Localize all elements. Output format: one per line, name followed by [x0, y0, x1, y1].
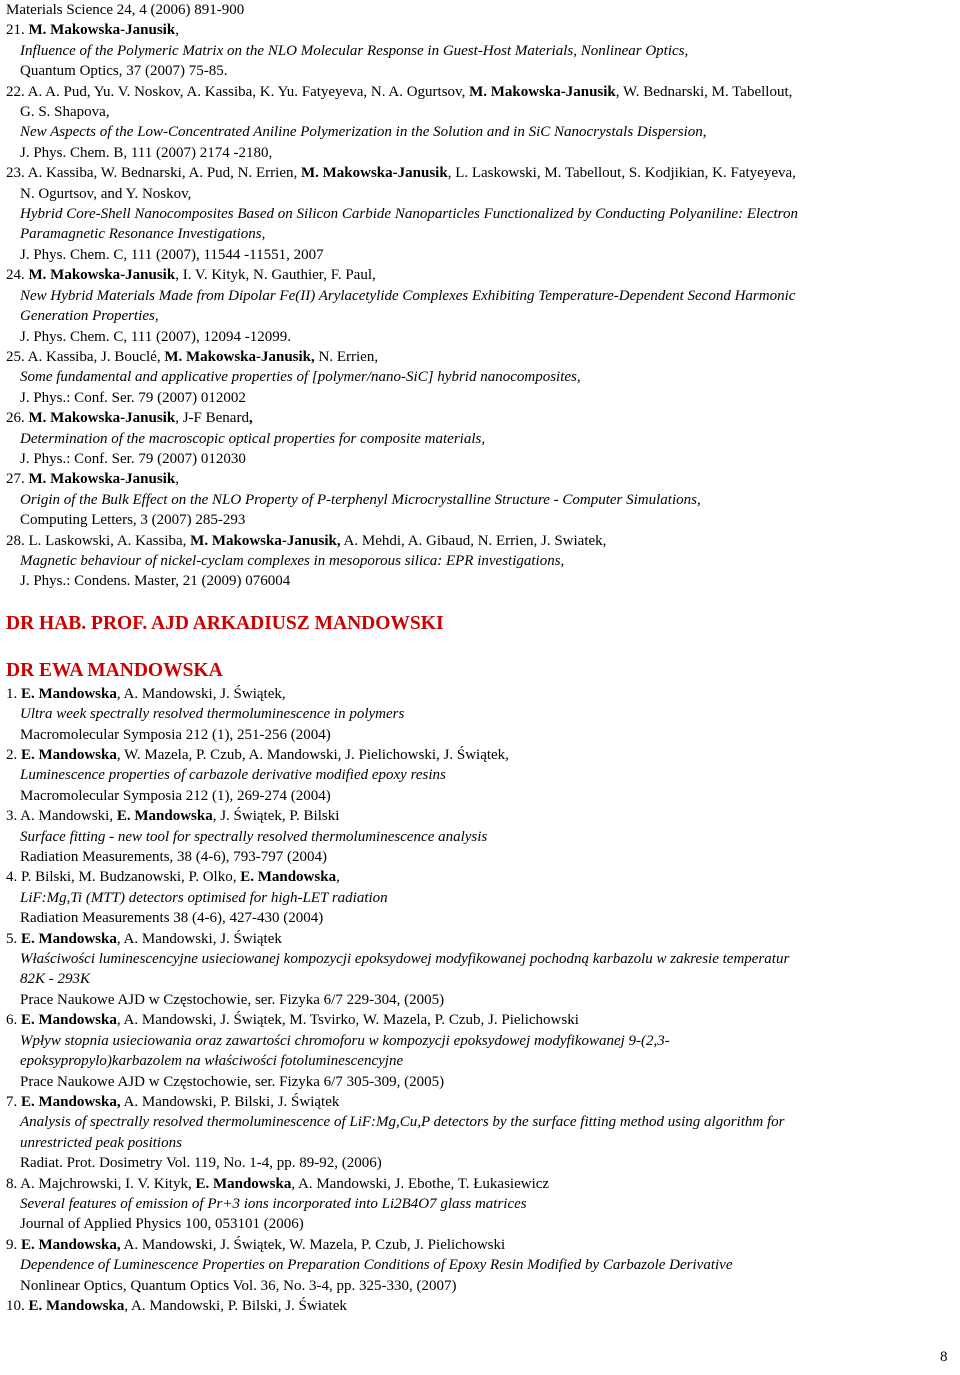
- reference-line: [6, 1296, 960, 1316]
- reference-text: 8. A. Majchrowski, I. V. Kityk,: [6, 1175, 196, 1192]
- article-title: Several features of emission of Pr+3 ions incorporated into Li2B4O7 glass matrices: [20, 1195, 527, 1212]
- article-title: Właściwości luminescencyjne usieciowanej kompozycji epoksydowej modyfikowanej pochodną karbazolu w zakresie temperatur: [20, 951, 790, 968]
- reference-line: [6, 1174, 960, 1194]
- author-highlight: E. Mandowska: [21, 685, 117, 702]
- reference-line: [6, 102, 960, 122]
- author-highlight: E. Mandowska: [28, 1297, 125, 1314]
- reference-line: [6, 245, 960, 265]
- reference-line: [6, 969, 960, 989]
- article-title: epoksypropylo)karbazolem na właściwości fotoluminescencyjne: [20, 1053, 404, 1070]
- reference-text: 27.: [6, 471, 29, 488]
- article-title: LiF:Mg,Ti (MTT) detectors optimised for high-LET radiation: [20, 889, 388, 906]
- reference-text: Radiation Measurements, 38 (4-6), 793-797 (2004): [20, 849, 328, 866]
- reference-text: Materials Science 24, 4 (2006) 891-900: [6, 2, 245, 18]
- author-highlight: E. Mandowska,: [21, 1236, 121, 1253]
- reference-line: [6, 163, 960, 183]
- reference-text: N. Ogurtsov, and Y. Noskov,: [20, 185, 192, 202]
- reference-text: , I. V. Kityk, N. Gauthier, F. Paul,: [175, 267, 376, 284]
- reference-line: [6, 888, 960, 908]
- reference-line: [6, 510, 960, 530]
- reference-line: [6, 765, 960, 785]
- reference-line: [6, 1276, 960, 1296]
- reference-entry: [6, 0, 960, 20]
- article-title: New Aspects of the Low-Concentrated Aniline Polymerization in the Solution and in SiC Nanocrystals Dispersion,: [20, 124, 707, 141]
- reference-line: [6, 1255, 960, 1275]
- reference-text: , J-F Benard: [175, 410, 249, 427]
- reference-text: A. Mandowski, J. Świątek, W. Mazela, P. Czub, J. Pielichowski: [120, 1236, 506, 1253]
- reference-entry: [6, 867, 960, 928]
- reference-text: Radiation Measurements 38 (4-6), 427-430 (2004): [20, 910, 324, 927]
- author-highlight: M. Makowska-Janusik: [28, 22, 176, 39]
- reference-text: 23. A. Kassiba, W. Bednarski, A. Pud, N. Errien,: [6, 165, 301, 182]
- reference-text: 1.: [6, 685, 21, 702]
- reference-line: [6, 1153, 960, 1173]
- reference-line: [6, 0, 960, 20]
- reference-line: [6, 551, 960, 571]
- article-title: Wpływ stopnia usieciowania oraz zawartości chromoforu w kompozycji epoksydowej modyfikowanej 9-(2,3-: [20, 1032, 670, 1049]
- article-title: Paramagnetic Resonance Investigations,: [20, 226, 266, 243]
- reference-line: [6, 408, 960, 428]
- reference-text: Prace Naukowe AJD w Częstochowie, ser. Fizyka 6/7 305-309, (2005): [20, 1073, 445, 1090]
- reference-list-makowska: [0, 0, 960, 592]
- reference-line: [6, 990, 960, 1010]
- reference-text: Quantum Optics, 37 (2007) 75-85.: [20, 63, 228, 80]
- reference-entry: [6, 1174, 960, 1235]
- reference-text: , W. Mazela, P. Czub, A. Mandowski, J. Pielichowski, J. Świątek,: [116, 747, 509, 763]
- author-highlight: ,: [248, 410, 253, 427]
- reference-line: [6, 143, 960, 163]
- reference-line: [6, 122, 960, 142]
- section-heading-mandowski: DR HAB. PROF. AJD ARKADIUSZ MANDOWSKI: [6, 612, 444, 634]
- reference-text: J. Phys. Chem. C, 111 (2007), 12094 -12099.: [20, 328, 291, 345]
- author-highlight: M. Makowska-Janusik: [28, 471, 176, 488]
- reference-line: [6, 1214, 960, 1234]
- reference-text: , W. Bednarski, M. Tabellout,: [615, 83, 793, 100]
- reference-text: G. S. Shapova,: [20, 104, 110, 121]
- reference-line: [6, 449, 960, 469]
- author-highlight: M. Makowska-Janusik: [28, 410, 176, 427]
- reference-text: Journal of Applied Physics 100, 053101 (2006): [20, 1216, 304, 1233]
- reference-entry: [6, 1296, 960, 1316]
- reference-line: [6, 571, 960, 591]
- reference-text: 25. A. Kassiba, J. Bouclé,: [6, 348, 165, 365]
- article-title: Analysis of spectrally resolved thermoluminescence of LiF:Mg,Cu,P detectors by the surface fitting method using algorithm for: [20, 1114, 785, 1131]
- author-highlight: E. Mandowska: [116, 808, 213, 825]
- reference-line: [6, 1051, 960, 1071]
- reference-text: , A. Mandowski, P. Bilski, J. Światek: [124, 1297, 347, 1314]
- reference-entry: [6, 20, 960, 81]
- reference-line: [6, 827, 960, 847]
- reference-text: ,: [175, 22, 179, 39]
- article-title: Origin of the Bulk Effect on the NLO Property of P-terphenyl Microcrystalline Structure - Computer Simulations,: [20, 491, 701, 508]
- reference-line: [6, 61, 960, 81]
- author-highlight: E. Mandowska: [21, 747, 117, 763]
- reference-line: [6, 929, 960, 949]
- article-title: unrestricted peak positions: [20, 1134, 182, 1151]
- reference-text: 10.: [6, 1297, 29, 1314]
- reference-entry: [6, 531, 960, 592]
- article-title: Hybrid Core-Shell Nanocomposites Based on Silicon Carbide Nanoparticles Functionalized by Conducting Polyaniline: Electron: [20, 206, 798, 223]
- reference-line: [6, 745, 960, 765]
- reference-text: J. Phys. Chem. C, 111 (2007), 11544 -11551, 2007: [20, 246, 324, 263]
- reference-line: [6, 82, 960, 102]
- reference-entry: [6, 806, 960, 867]
- reference-entry: [6, 684, 960, 745]
- article-title: 82K - 293K: [20, 971, 91, 988]
- reference-text: A. Mehdi, A. Gibaud, N. Errien, J. Swiatek,: [340, 532, 607, 549]
- author-highlight: M. Makowska-Janusik: [469, 83, 616, 100]
- reference-line: [6, 286, 960, 306]
- reference-entry: [6, 1235, 960, 1296]
- reference-text: J. Phys.: Conf. Ser. 79 (2007) 012002: [20, 389, 246, 406]
- reference-text: Radiat. Prot. Dosimetry Vol. 119, No. 1-4, pp. 89-92, (2006): [20, 1155, 382, 1172]
- reference-text: J. Phys.: Condens. Master, 21 (2009) 076004: [20, 573, 291, 590]
- reference-line: [6, 725, 960, 745]
- reference-line: [6, 490, 960, 510]
- article-title: Magnetic behaviour of nickel-cyclam complexes in mesoporous silica: EPR investigations,: [20, 552, 565, 569]
- reference-entry: [6, 82, 960, 164]
- reference-line: [6, 429, 960, 449]
- reference-line: [6, 786, 960, 806]
- reference-entry: [6, 745, 960, 806]
- reference-entry: [6, 929, 960, 1011]
- author-highlight: E. Mandowska: [240, 869, 337, 886]
- reference-text: Macromolecular Symposia 212 (1), 251-256 (2004): [20, 726, 331, 743]
- author-highlight: M. Makowska-Janusik: [300, 165, 448, 182]
- reference-line: [6, 265, 960, 285]
- article-title: Influence of the Polymeric Matrix on the NLO Molecular Response in Guest-Host Materials, Nonlinear Optics,: [20, 42, 689, 59]
- reference-text: Computing Letters, 3 (2007) 285-293: [20, 512, 246, 529]
- reference-line: [6, 1072, 960, 1092]
- reference-text: Nonlinear Optics, Quantum Optics Vol. 36, No. 3-4, pp. 325-330, (2007): [20, 1277, 457, 1294]
- author-highlight: M. Makowska-Janusik,: [190, 532, 341, 549]
- reference-entry: [6, 469, 960, 530]
- reference-line: [6, 1031, 960, 1051]
- reference-list-mandowska: [0, 684, 960, 1317]
- reference-line: [6, 1194, 960, 1214]
- reference-text: 3. A. Mandowski,: [6, 808, 117, 825]
- author-highlight: M. Makowska-Janusik,: [164, 348, 319, 365]
- reference-text: Prace Naukowe AJD w Częstochowie, ser. Fizyka 6/7 229-304, (2005): [20, 991, 445, 1008]
- reference-text: 9.: [6, 1236, 21, 1253]
- reference-entry: [6, 265, 960, 347]
- reference-text: Macromolecular Symposia 212 (1), 269-274 (2004): [20, 787, 331, 804]
- reference-entry: [6, 1010, 960, 1092]
- reference-text: 7.: [6, 1093, 21, 1110]
- reference-line: [6, 806, 960, 826]
- reference-text: ,: [336, 869, 340, 886]
- author-highlight: E. Mandowska,: [21, 1093, 121, 1110]
- reference-line: [6, 41, 960, 61]
- reference-text: N. Errien,: [318, 348, 379, 365]
- reference-entry: [6, 347, 960, 408]
- reference-text: , A. Mandowski, J. Świątek: [116, 930, 282, 947]
- reference-entry: [6, 408, 960, 469]
- reference-line: [6, 847, 960, 867]
- reference-text: 4. P. Bilski, M. Budzanowski, P. Olko,: [6, 869, 241, 886]
- reference-line: [6, 908, 960, 928]
- reference-line: [6, 367, 960, 387]
- section-heading-mandowska: DR EWA MANDOWSKA: [6, 659, 223, 681]
- reference-line: [6, 184, 960, 204]
- article-title: New Hybrid Materials Made from Dipolar Fe(II) Arylacetylide Complexes Exhibiting Temperature-Dependent Second Harmonic: [20, 287, 796, 304]
- article-title: Dependence of Luminescence Properties on Preparation Conditions of Epoxy Resin Modified by Carbazole Derivative: [20, 1257, 733, 1274]
- reference-line: [6, 347, 960, 367]
- author-highlight: E. Mandowska: [21, 1012, 117, 1029]
- article-title: Determination of the macroscopic optical properties for composite materials,: [20, 430, 486, 447]
- reference-text: 26.: [6, 410, 29, 427]
- reference-line: [6, 469, 960, 489]
- reference-text: 5.: [6, 930, 21, 947]
- reference-line: [6, 1010, 960, 1030]
- reference-text: , J. Świątek, P. Bilski: [212, 808, 340, 825]
- reference-line: [6, 204, 960, 224]
- author-highlight: M. Makowska-Janusik: [28, 267, 176, 284]
- reference-line: [6, 388, 960, 408]
- article-title: Surface fitting - new tool for spectrally resolved thermoluminescence analysis: [20, 828, 488, 845]
- reference-entry: [6, 1092, 960, 1174]
- reference-text: 22. A. A. Pud, Yu. V. Noskov, A. Kassiba, K. Yu. Fatyeyeva, N. A. Ogurtsov,: [6, 83, 470, 100]
- article-title: Generation Properties,: [20, 308, 159, 325]
- reference-line: [6, 684, 960, 704]
- reference-line: [6, 949, 960, 969]
- article-title: Ultra week spectrally resolved thermoluminescence in polymers: [20, 706, 405, 723]
- reference-text: , A. Mandowski, J. Ebothe, T. Łukasiewicz: [291, 1175, 550, 1192]
- reference-text: J. Phys. Chem. B, 111 (2007) 2174 -2180,: [20, 144, 273, 161]
- author-highlight: E. Mandowska: [21, 930, 117, 947]
- reference-line: [6, 867, 960, 887]
- reference-line: [6, 306, 960, 326]
- author-highlight: E. Mandowska: [195, 1175, 292, 1192]
- reference-line: [6, 224, 960, 244]
- reference-text: 6.: [6, 1012, 21, 1029]
- reference-line: [6, 704, 960, 724]
- reference-text: 28. L. Laskowski, A. Kassiba,: [6, 532, 191, 549]
- reference-text: J. Phys.: Conf. Ser. 79 (2007) 012030: [20, 450, 246, 467]
- reference-text: , A. Mandowski, J. Świątek, M. Tsvirko, W. Mazela, P. Czub, J. Pielichowski: [116, 1012, 579, 1029]
- reference-entry: [6, 163, 960, 265]
- reference-text: , A. Mandowski, J. Świątek,: [116, 685, 286, 702]
- reference-text: ,: [175, 471, 179, 488]
- reference-text: , L. Laskowski, M. Tabellout, S. Kodjikian, K. Fatyeyeva,: [447, 165, 796, 182]
- reference-text: 21.: [6, 22, 29, 39]
- article-title: Luminescence properties of carbazole derivative modified epoxy resins: [20, 767, 446, 784]
- reference-line: [6, 1133, 960, 1153]
- reference-line: [6, 531, 960, 551]
- reference-line: [6, 1112, 960, 1132]
- reference-line: [6, 20, 960, 40]
- reference-text: 2.: [6, 747, 21, 763]
- reference-text: 24.: [6, 267, 29, 284]
- article-title: Some fundamental and applicative properties of [polymer/nano-SiC] hybrid nanocomposites,: [20, 369, 581, 386]
- reference-line: [6, 327, 960, 347]
- page-number: 8: [940, 1349, 948, 1365]
- reference-line: [6, 1092, 960, 1112]
- reference-text: A. Mandowski, P. Bilski, J. Świątek: [120, 1093, 340, 1110]
- reference-line: [6, 1235, 960, 1255]
